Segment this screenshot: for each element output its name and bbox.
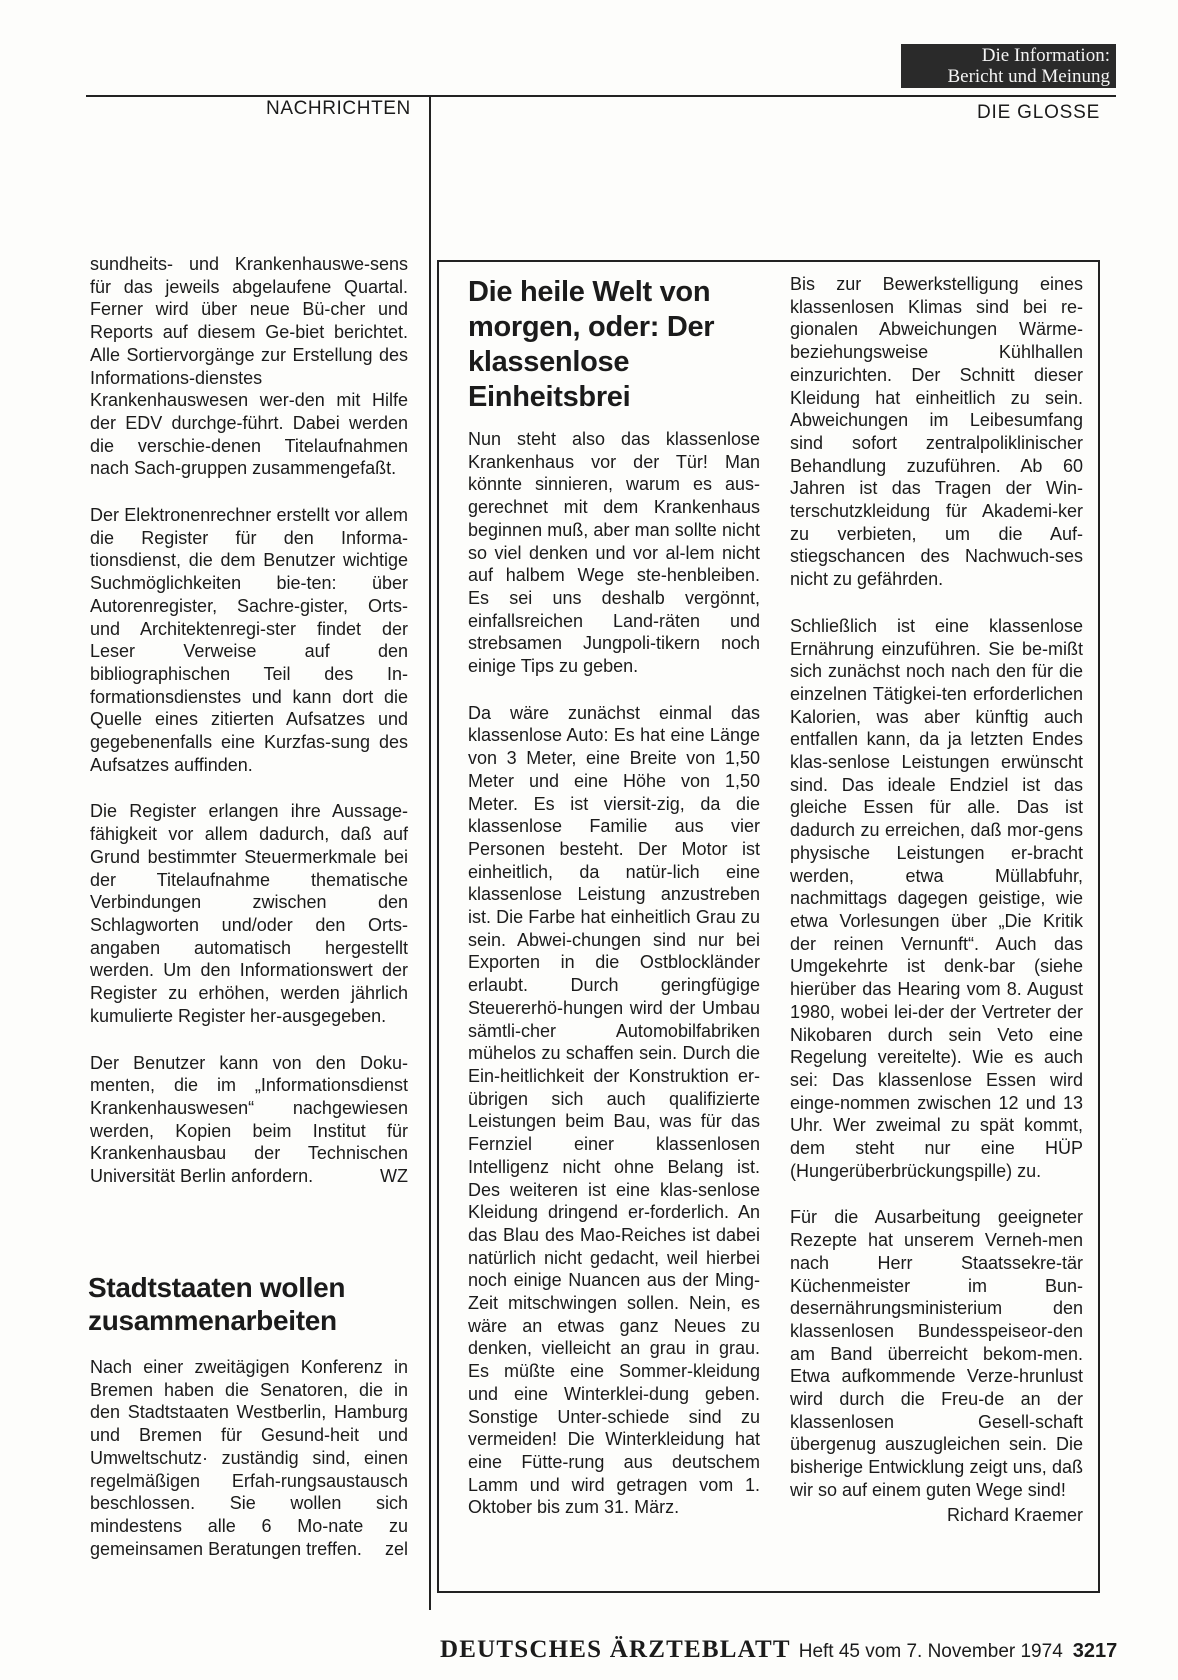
- issue-info: Heft 45 vom 7. November 1974: [798, 1641, 1063, 1662]
- section-nachrichten: NACHRICHTEN: [266, 98, 411, 119]
- left-paragraph-text: Der Benutzer kann von den Doku-menten, die im „Informationsdienst Krankenhauswesen“ nachgewiesen werden, Kopien beim Institut für Krankenhausbau der Technischen Universität Berlin anfordern.: [90, 1052, 408, 1187]
- left-paragraph: sundheits- und Krankenhauswe-sens für das jeweils abgelaufene Quartal. Ferner wird über neue Bü-cher und Reports auf diesem Ge-biet berichtet. Alle Sortiervorgänge zur Erstellung des Informations-dienstes Krankenhauswesen wer-den mit Hilfe der EDV durchge-führt. Dabei werden die verschie-denen Titelaufnahmen nach Sach-gruppen zusammengefaßt.: [90, 254, 408, 479]
- section-label-line2: Bericht und Meinung: [947, 66, 1110, 87]
- glosse-paragraph: Bis zur Bewerkstelligung eines klassenlosen Klimas sind bei re-gionalen Abweichungen Wärme-beziehungsweise Kühlhallen einzurichten. Der Schnitt dieser Kleidung hat einheitlich zu sein. Abweichungen im Leibesumfang sind sofort zentralpoliklinischer Behandlung zuzuführen. Ab 60 Jahren ist das Tragen der Win-terschutzkleidung für Akademi-ker zu verbieten, um die Auf-stiegschancen des Nachwuch-ses nicht zu gefährden.: [790, 274, 1083, 590]
- glosse-author: Richard Kraemer: [946, 1504, 1083, 1525]
- glosse-column-1: [468, 428, 760, 1519]
- column-divider: [429, 96, 431, 1610]
- glosse-paragraph: Schließlich ist eine klassenlose Ernährung einzuführen. Sie be-mißt sich zunächst noch nach den für die einzelnen Tätigkei-ten erforderlichen Kalorien, was aber künftig auch entfallen kann, da ja letzten Endes klas-senlose Leistungen erwünscht sind. Das ideale Endziel ist das gleiche Essen für alle. Das ist dadurch zu erreichen, daß mor-gens physische Leistungen er-bracht werden, etwa Müllabfuhr, nachmittags dagegen geistige, wie etwa Vorlesungen über „Die Kritik der reinen Vernunft“. Auch das Umgekehrte ist denk-bar (siehe hierüber das Hearing vom 8. August 1980, wobei lei-der der Vertreter der Nikobaren durch sein Veto eine Regelung vereitelte). Wie es auch sei: Das klassenlose Essen wird einge-nommen zwischen 12 und 13 Uhr. Wer zweimal zu spät kommt, dem steht nur eine HÜP (Hungerüberbrückungspille) zu.: [790, 615, 1083, 1181]
- left-article: [90, 253, 408, 1188]
- left-paragraph: [90, 1052, 408, 1188]
- second-article-text: Nach einer zweitägigen Konferenz in Bremen haben die Senatoren, die in den Stadtstaaten Westberlin, Hamburg und Bremen für Gesund-heit und Umweltschutz· zuständig sind, einen regelmäßigen Erfah-rungsaustausch beschlossen. Sie wollen sich mindestens alle 6 Mo-nate zu gemeinsamen Beratungen treffen.: [90, 1357, 408, 1559]
- page-footer: [440, 1636, 1117, 1664]
- glosse-column-2: [790, 273, 1083, 1526]
- second-article-title: Stadtstaaten wollen zusammenarbeiten: [88, 1272, 346, 1336]
- page-number: 3217: [1072, 1640, 1118, 1662]
- second-article-paragraph: [90, 1356, 408, 1560]
- left-paragraph: Die Register erlangen ihre Aussage-fähigkeit vor allem dadurch, daß auf Grund bestimmter Steuermerkmale bei der Titelaufnahme thematische Verbindungen zwischen den Schlagworten und/oder den Orts-angaben automatisch hergestellt werden. Um den Informationswert der Register zu erhöhen, werden jährlich kumulierte Register her-ausgegeben.: [90, 801, 408, 1026]
- glosse-paragraph: Nun steht also das klassenlose Krankenhaus vor der Tür! Man könnte sinnieren, warum es aus-gerechnet mit dem Krankenhaus beginnen muß, aber man sollte nicht so viel denken und vor al-lem nicht auf halbem Wege ste-henbleiben. Es sei uns deshalb vergönnt, einfallsreichen Land-räten und strebsamen Jungpoli-tikern noch einige Tips zu geben.: [468, 429, 760, 677]
- glosse-title: Die heile Welt von morgen, oder: Der klassenlose Einheitsbrei: [468, 276, 715, 413]
- section-label-box: [901, 44, 1116, 88]
- section-label-line1: Die Information:: [981, 45, 1110, 66]
- second-article: [90, 1356, 408, 1560]
- section-glosse: DIE GLOSSE: [977, 102, 1101, 123]
- glosse-paragraph: Da wäre zunächst einmal das klassenlose Auto: Es hat eine Länge von 3 Meter, eine Breite von 1,50 Meter und eine Höhe von 1,50 Meter. Es ist viersit-zig, da die klassenlose Familie aus vier Personen besteht. Der Motor ist einheitlich, da natür-lich eine klassenlose Leistung anzustreben ist. Die Farbe hat einheitlich Grau zu sein. Abwei-chungen sind nur bei Exporten in die Ostblockländer erlaubt. Durch geringfügige Steuererhö-hungen wird der Umbau sämtli-cher Automobilfabriken mühelos zu schaffen sein. Durch die Ein-heitlichkeit der Konstruktion er-übrigen sich auch qualifizierte Leistungen beim Bau, was für das Fernziel einer klassenlosen Intelligenz nicht ohne Belang ist. Des weiteren ist eine klas-senlose Kleidung dringend er-forderlich. An das Blau des Mao-Reiches ist dabei natürlich nicht gedacht, weil hierbei noch einige Nuancen aus der Ming-Zeit mitschwingen sollen. Nein, es wäre an etwas ganz Neues zu denken, vielleicht an grau in grau. Es müßte eine Sommer-kleidung und eine Winterklei-dung geben. Sonstige Unter-schiede sind zu vermeiden! Die Winterkleidung hat eine Fütte-rung aus deutschem Lamm und wird getragen vom 1. Oktober bis zum 31. März.: [468, 702, 760, 1518]
- glosse-paragraph: Für die Ausarbeitung geeigneter Rezepte hat unserem Verneh-men nach Herr Staatssekre-tär Küchenmeister im Bun-desernährungsministerium den klassenlosen Bundesspeiseor-den am Band überreicht bekom-men. Etwa aufkommende Verze-hrunlust wird durch die Freu-de an der klassenlosen Gesell-schaft übergenug auszugleichen sein. Die bisherige Entwicklung zeigt uns, daß wir so auf einem guten Wege sind!: [790, 1207, 1083, 1500]
- second-signature: zel: [384, 1538, 408, 1559]
- header-rule: [86, 95, 1116, 97]
- left-signature: WZ: [380, 1166, 408, 1187]
- journal-title: DEUTSCHES ÄRZTEBLATT: [440, 1636, 791, 1663]
- left-paragraph: Der Elektronenrechner erstellt vor allem die Register für den Informa-tionsdienst, die dem Benutzer wichtige Suchmöglichkeiten bie-ten: über Autorenregister, Sachre-gister, Orts- und Architektenregi-ster findet der Leser Verweise auf den bibliographischen Teil des In-formationsdienstes und kann dort die Quelle eines zitierten Aufsatzes und gegebenenfalls eine Kurzfas-sung des Aufsatzes auffinden.: [90, 505, 408, 775]
